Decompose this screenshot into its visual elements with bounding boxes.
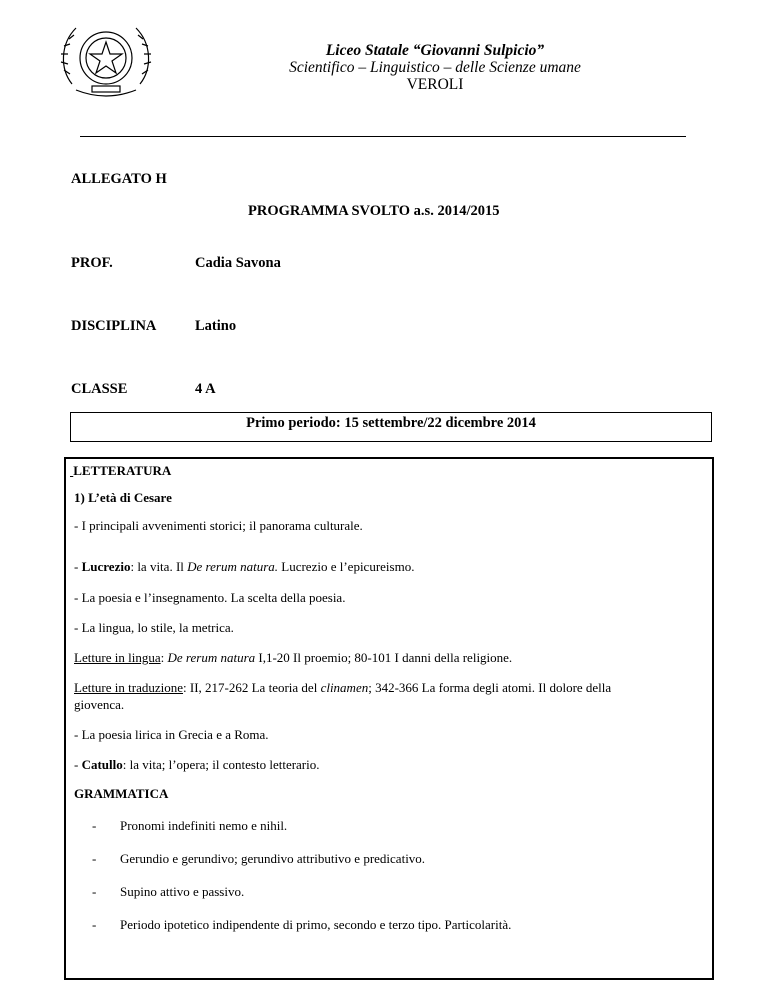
grammatica-item: Pronomi indefiniti nemo e nihil. bbox=[120, 818, 288, 833]
list-bullet: - bbox=[92, 884, 97, 899]
grammatica-item: Gerundio e gerundivo; gerundivo attributivo e predicativo. bbox=[120, 851, 426, 866]
line-lirica: - La poesia lirica in Grecia e a Roma. bbox=[74, 727, 269, 742]
line-poesia: - La poesia e l’insegnamento. La scelta della poesia. bbox=[74, 590, 346, 605]
line-catullo: - Catullo: la vita; l’opera; il contesto letterario. bbox=[74, 757, 320, 772]
italian-republic-emblem-icon bbox=[52, 14, 160, 104]
period-title-text: Primo periodo: 15 settembre/22 dicembre 2014 bbox=[246, 415, 536, 431]
line-letture-lingua: Letture in lingua: De rerum natura I,1-20 Il proemio; 80-101 I danni della religione. bbox=[74, 650, 513, 665]
school-header bbox=[200, 42, 670, 93]
allegato-label: ALLEGATO H bbox=[71, 171, 167, 187]
grammatica-item: Periodo ipotetico indipendente di primo, secondo e terzo tipo. Particolarità. bbox=[120, 917, 512, 932]
line-lingua: - La lingua, lo stile, la metrica. bbox=[74, 620, 234, 635]
classe-label: CLASSE bbox=[71, 381, 128, 397]
grammatica-item: Supino attivo e passivo. bbox=[120, 884, 245, 899]
header-divider bbox=[80, 136, 686, 137]
line-storici: - I principali avvenimenti storici; il panorama culturale. bbox=[74, 518, 363, 533]
section-title: 1) L’età di Cesare bbox=[74, 490, 172, 505]
line-letture-traduzione-cont: giovenca. bbox=[74, 697, 125, 712]
school-name: Liceo Statale “Giovanni Sulpicio” bbox=[325, 42, 545, 59]
line-letture-traduzione: Letture in traduzione: II, 217-262 La teoria del clinamen; 342-366 La forma degli atomi. Il dolore della bbox=[74, 680, 612, 695]
school-type: Scientifico – Linguistico – delle Scienze umane bbox=[289, 59, 581, 76]
school-city: VEROLI bbox=[406, 76, 464, 93]
disciplina-value: Latino bbox=[195, 318, 237, 334]
list-bullet: - bbox=[92, 818, 97, 833]
classe-value: 4 A bbox=[195, 381, 216, 397]
list-bullet: - bbox=[92, 851, 97, 866]
letteratura-title: LETTERATURA bbox=[70, 463, 171, 478]
programma-title: PROGRAMMA SVOLTO a.s. 2014/2015 bbox=[248, 203, 500, 219]
list-bullet: - bbox=[92, 917, 97, 932]
program-content bbox=[64, 457, 714, 980]
disciplina-label: DISCIPLINA bbox=[71, 318, 157, 334]
grammatica-title: GRAMMATICA bbox=[74, 786, 169, 801]
prof-label: PROF. bbox=[71, 255, 113, 271]
line-lucrezio: - Lucrezio: la vita. Il De rerum natura. Lucrezio e l’epicureismo. bbox=[74, 559, 415, 574]
prof-value: Cadia Savona bbox=[195, 255, 281, 271]
period-title bbox=[70, 412, 712, 442]
